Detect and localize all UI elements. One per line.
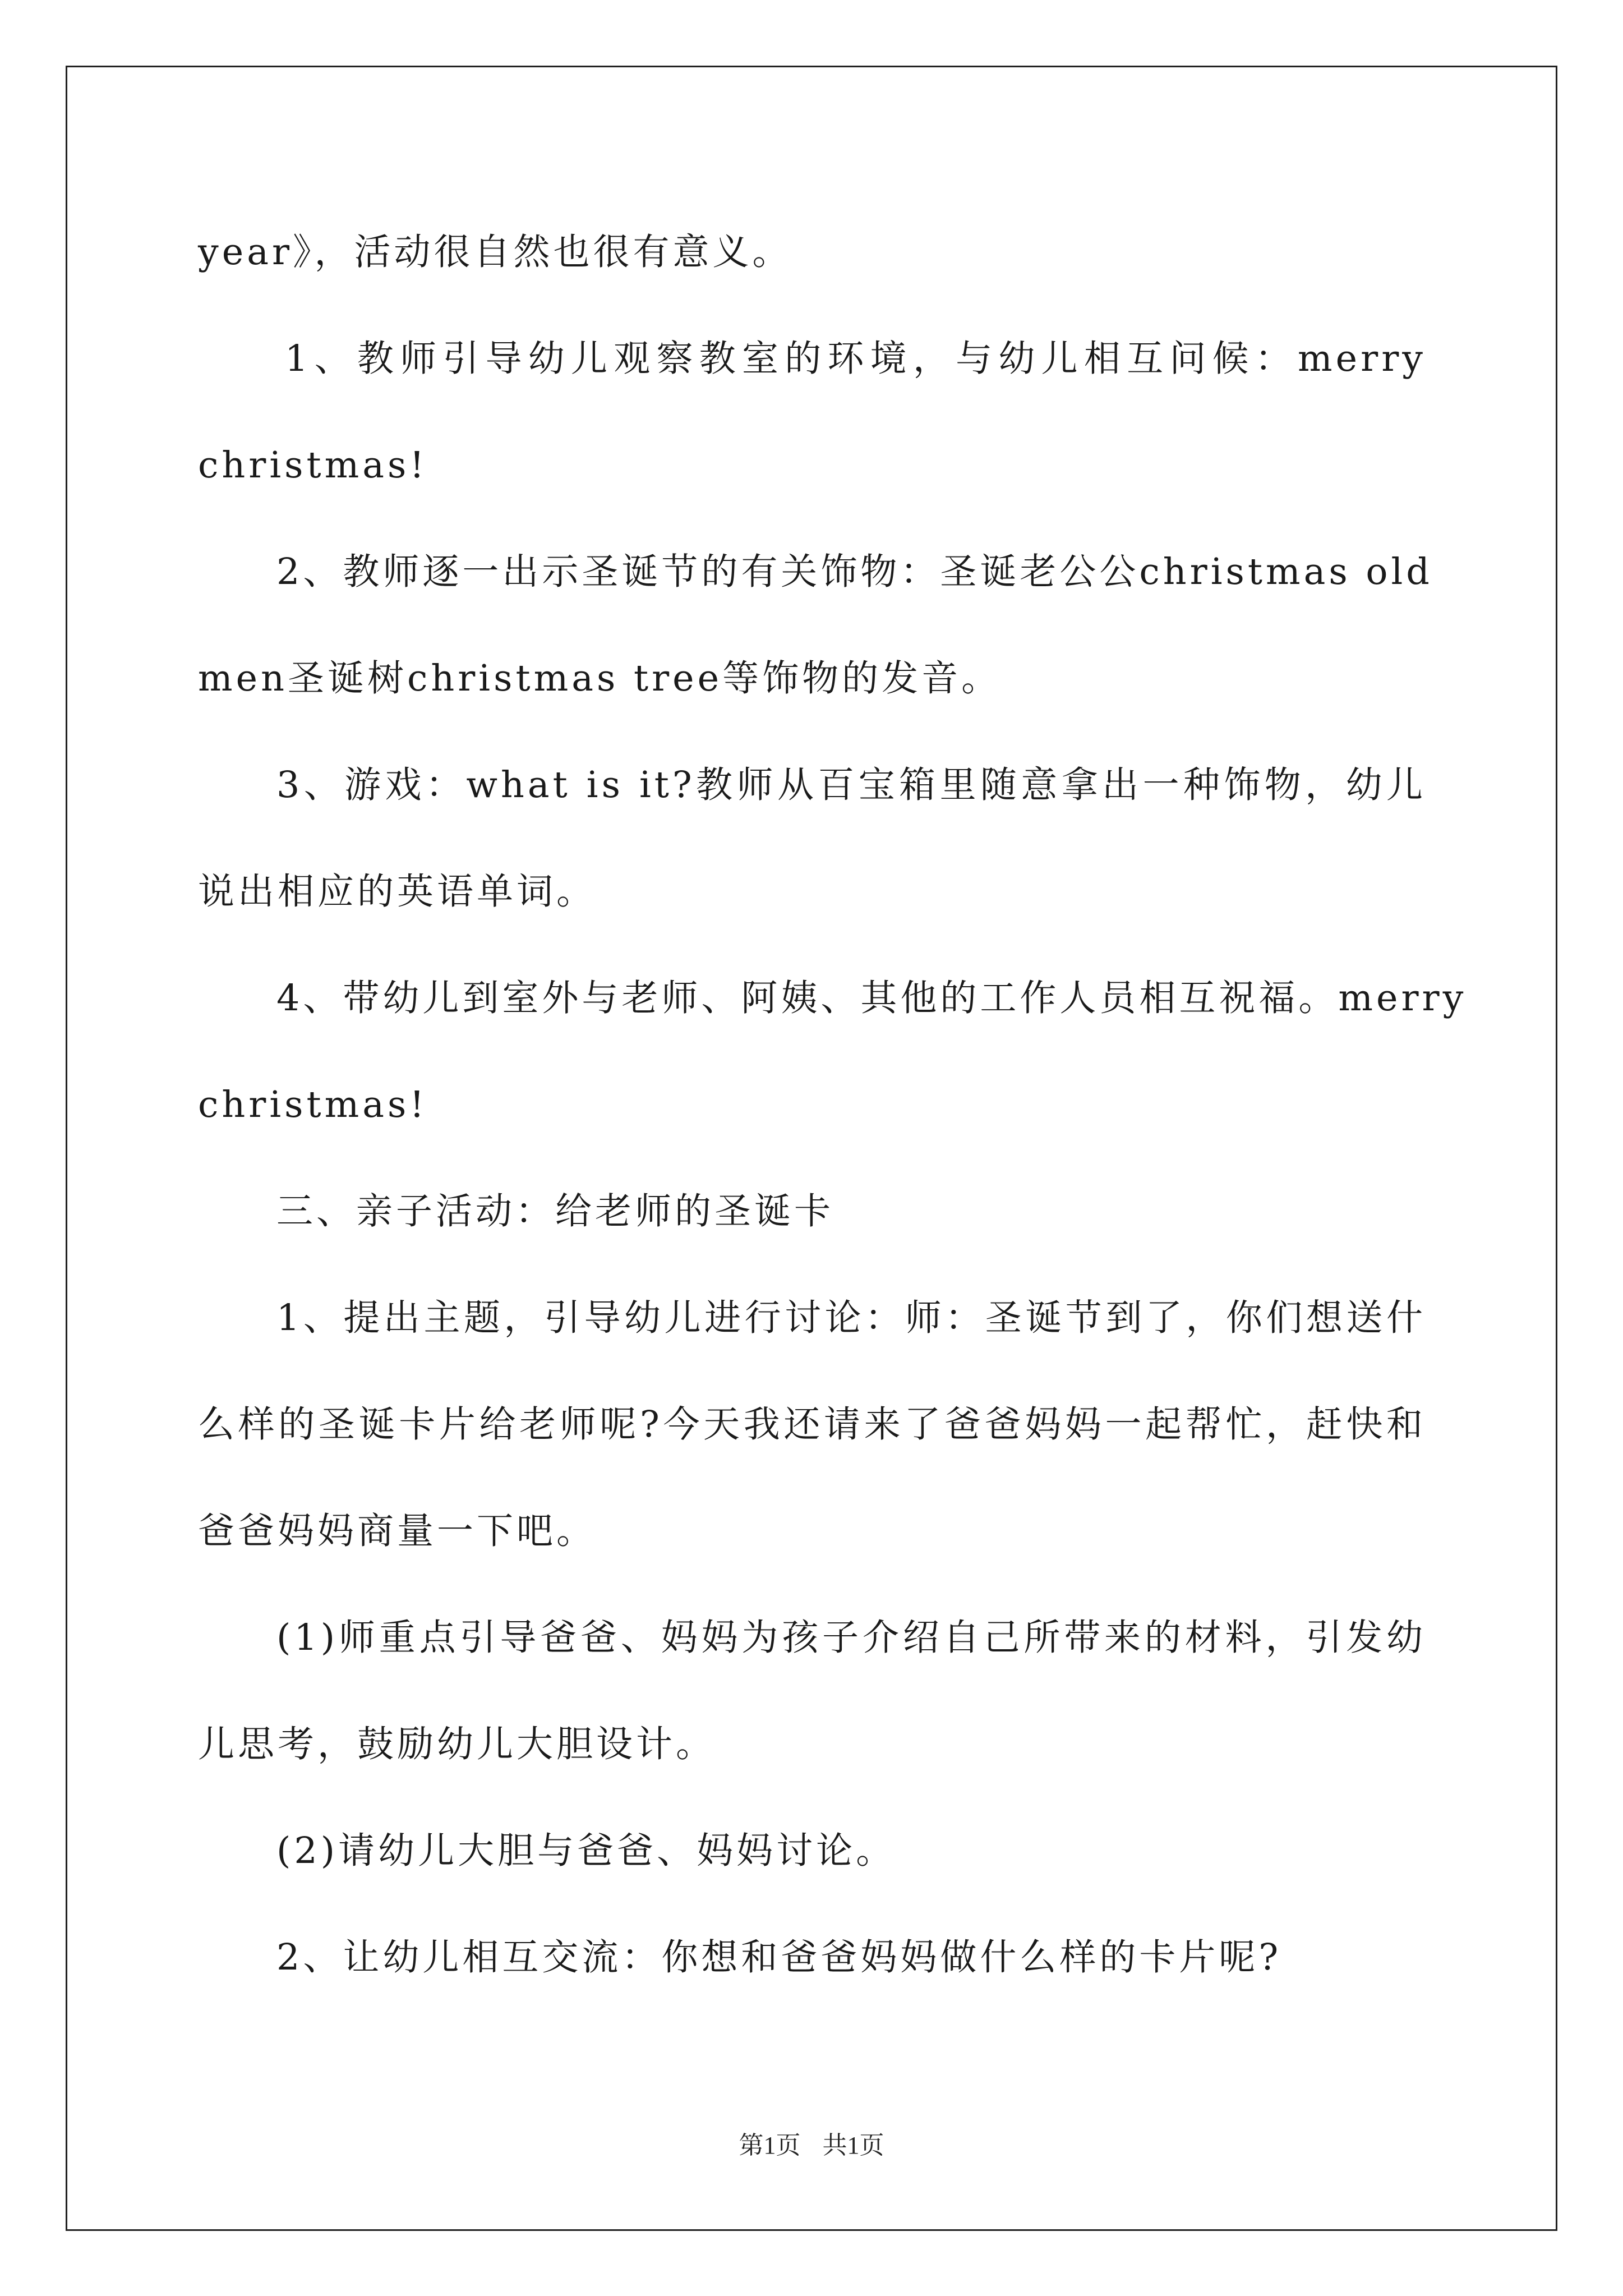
text-line-3: christmas! [198,444,428,486]
page-number-current: 第1页 [739,2132,801,2159]
page-border [66,66,1557,2231]
text-line-8: 4、带幼儿到室外与老师、阿姨、其他的工作人员相互祝福。merry [276,977,1467,1019]
text-line-16: (2)请幼儿大胆与爸爸、妈妈讨论。 [276,1830,896,1872]
text-line-5: men圣诞树christmas tree等饰物的发音。 [198,657,1002,700]
text-line-11: 1、提出主题，引导幼儿进行讨论：师：圣诞节到了，你们想送什 [276,1297,1426,1339]
text-line-17: 2、让幼儿相互交流：你想和爸爸妈妈做什么样的卡片呢? [276,1936,1282,1978]
text-line-9: christmas! [198,1084,428,1126]
text-line-2: 1、教师引导幼儿观察教室的环境，与幼儿相互问候：merry [285,338,1426,380]
page-number-total: 共1页 [822,2132,884,2159]
text-line-4: 2、教师逐一出示圣诞节的有关饰物：圣诞老公公christmas old [276,551,1433,593]
text-line-1: year》，活动很自然也很有意义。 [198,231,792,273]
text-line-6: 3、游戏：what is it?教师从百宝箱里随意拿出一种饰物，幼儿 [276,764,1426,806]
text-line-7: 说出相应的英语单词。 [198,871,597,913]
text-line-14: (1)师重点引导爸爸、妈妈为孩子介绍自己所带来的材料，引发幼 [276,1617,1426,1659]
text-line-13: 爸爸妈妈商量一下吧。 [198,1510,597,1552]
page-footer [0,2129,1623,2162]
text-line-15: 儿思考，鼓励幼儿大胆设计。 [198,1723,716,1765]
text-line-12: 么样的圣诞卡片给老师呢?今天我还请来了爸爸妈妈一起帮忙，赶快和 [198,1404,1426,1446]
section-heading: 三、亲子活动：给老师的圣诞卡 [276,1190,834,1232]
